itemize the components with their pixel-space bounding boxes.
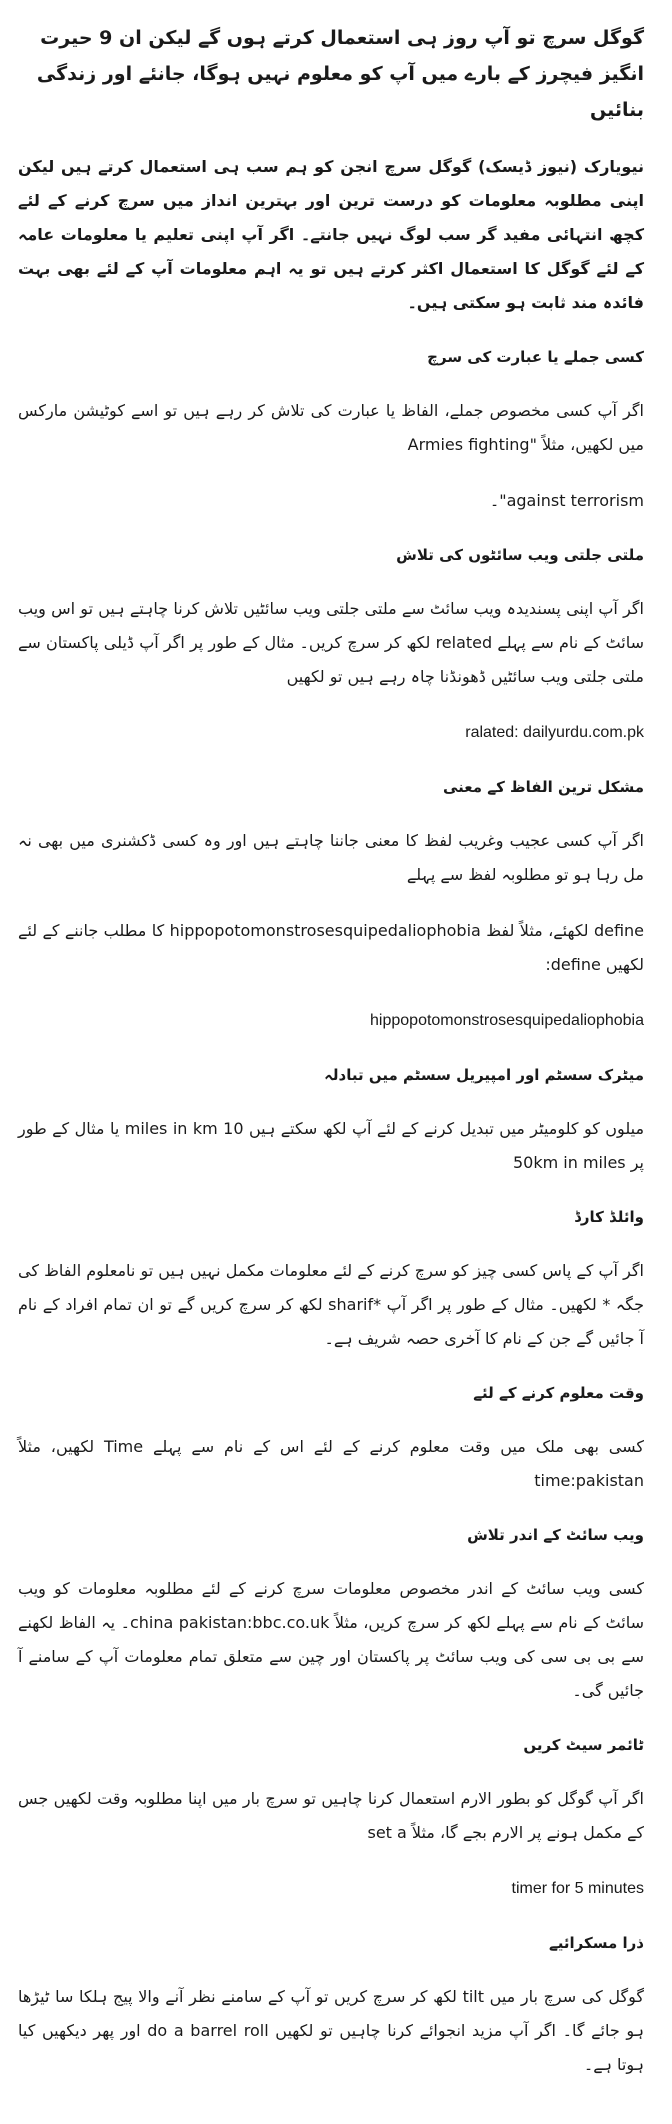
- word-meaning-paragraph: اگر آپ کسی عجیب وغریب لفظ کا معنی جاننا چاہتے ہیں اور وہ کسی ڈکشنری میں بھی نہ مل رہا ہو تو مطلوبہ لفظ سے پہلے: [18, 831, 644, 884]
- section-heading-related-sites: ملتی جلتی ویب سائٹوں کی تلاش: [396, 546, 644, 564]
- word-meaning-example: hippopotomonstrosesquipedaliophobia: [370, 1012, 644, 1029]
- time-lookup-paragraph: کسی بھی ملک میں وقت معلوم کرنے کے لئے اس کے نام سے پہلے Time لکھیں، مثلاً time:pakistan: [18, 1437, 645, 1490]
- timer-example: timer for 5 minutes: [511, 1880, 644, 1897]
- section-heading-phrase-search: کسی جملے یا عبارت کی سرچ: [427, 348, 644, 366]
- site-search-paragraph: کسی ویب سائٹ کے اندر مخصوص معلومات سرچ کرنے کے لئے مطلوبہ معلومات کو ویب سائٹ کے نام سے پہلے لکھ کر سرچ کریں، مثلاً china pakistan:bbc.co.uk۔ یہ الفاظ لکھنے سے بی بی سی کی ویب سائٹ پر پاکستان اور چین سے متعلق تمام معلومات آپ کے سامنے آ جائیں گی۔: [18, 1579, 645, 1700]
- timer-paragraph: اگر آپ گوگل کو بطور الارم استعمال کرنا چاہیں تو سرچ بار میں اپنا مطلوبہ وقت لکھیں جس کے مکمل ہونے پر الارم بجے گا، مثلاً set a: [18, 1789, 644, 1842]
- section-heading-unit-conversion: میٹرک سسٹم اور امپیریل سسٹم میں تبادلہ: [324, 1066, 644, 1084]
- section-heading-wildcard: وائلڈ کارڈ: [574, 1208, 644, 1226]
- section-heading-site-search: ویب سائٹ کے اندر تلاش: [467, 1526, 644, 1544]
- wildcard-paragraph: اگر آپ کے پاس کسی چیز کو سرچ کرنے کے لئے معلومات مکمل نہیں ہیں تو نامعلوم الفاظ کی جگہ * لکھیں۔ مثال کے طور پر اگر آپ *sharif لکھ کر سرچ کریں گے تو ان تمام افراد کے نام آ جائیں گے جن کے نام کا آخری حصہ شریف ہے۔: [18, 1261, 645, 1348]
- section-heading-timer: ٹائمر سیٹ کریں: [523, 1736, 644, 1754]
- phrase-search-example: against terrorism"۔: [489, 491, 644, 510]
- intro-paragraph: نیویارک (نیوز ڈیسک) گوگل سرچ انجن کو ہم سب ہی استعمال کرتے ہیں لیکن اپنی مطلوبہ معلومات کو درست ترین اور بہترین انداز میں سرچ کرنے کے لئے کچھ انتہائی مفید گر سب لوگ نہیں جانتے۔ اگر آپ اپنی تعلیم یا معلومات عامہ کے لئے گوگل کا استعمال اکثر کرتے ہیں تو یہ اہم معلومات آپ کے لئے بھی بہت فائدہ مند ثابت ہو سکتی ہیں۔: [18, 157, 644, 312]
- section-heading-smile: ذرا مسکرائیے: [549, 1934, 644, 1952]
- section-heading-word-meaning: مشکل ترین الفاظ کے معنی: [443, 778, 644, 796]
- unit-conversion-paragraph: میلوں کو کلومیٹر میں تبدیل کرنے کے لئے آپ لکھ سکتے ہیں miles in km 10 یا مثال کے طور پر 50km in miles: [18, 1119, 645, 1172]
- related-sites-paragraph: اگر آپ اپنی پسندیدہ ویب سائٹ سے ملتی جلتی ویب سائٹیں تلاش کرنا چاہتے ہیں تو اس ویب سائٹ کے نام سے پہلے related لکھ کر سرچ کریں۔ مثال کے طور پر اگر آپ ڈیلی پاکستان سے ملتی جلتی ویب سائٹیں ڈھونڈنا چاہ رہے ہیں تو لکھیں: [18, 599, 644, 686]
- phrase-search-paragraph: اگر آپ کسی مخصوص جملے، الفاظ یا عبارت کی تلاش کر رہے ہیں تو اسے کوٹیشن مارکس میں لکھیں، مثلاً "Armies fighting: [18, 401, 644, 454]
- article-title: گوگل سرچ تو آپ روز ہی استعمال کرتے ہوں گے لیکن ان 9 حیرت انگیز فیچرز کے بارے میں آپ کو معلوم نہیں ہوگا، جانئے اور زندگی بنائیں: [36, 27, 644, 121]
- word-meaning-define-line: define لکھئے، مثلاً لفظ hippopotomonstrosesquipedaliophobia کا مطلب جاننے کے لئے لکھیں define:: [18, 921, 644, 974]
- smile-paragraph: گوگل کی سرچ بار میں tilt لکھ کر سرچ کریں تو آپ کے سامنے نظر آنے والا پیج ہلکا سا ٹیڑھا ہو جائے گا۔ اگر آپ مزید انجوائے کرنا چاہیں تو لکھیں do a barrel roll اور پھر دیکھیں کیا ہوتا ہے۔: [18, 1987, 645, 2074]
- section-heading-time-lookup: وقت معلوم کرنے کے لئے: [473, 1384, 644, 1402]
- related-sites-example: ralated: dailyurdu.com.pk: [465, 724, 644, 741]
